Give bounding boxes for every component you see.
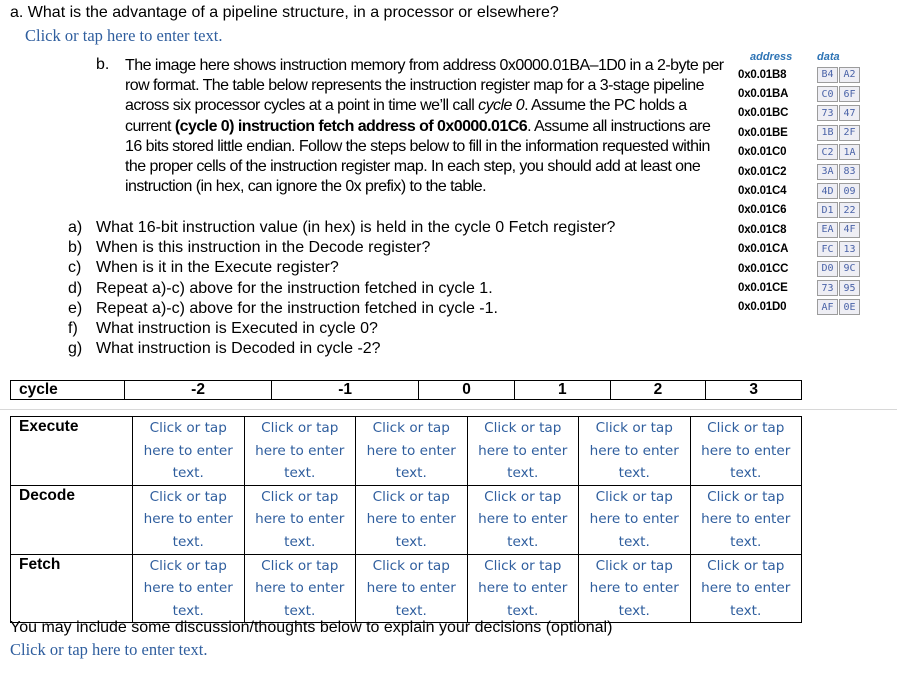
instruction-register-map <box>10 416 802 623</box>
memory-address: 0x0.01B8 <box>738 68 787 81</box>
memory-address: 0x0.01C4 <box>738 185 787 198</box>
memory-byte: 95 <box>839 280 860 296</box>
memory-address: 0x0.01D0 <box>738 301 787 314</box>
cell-answer-field[interactable]: Click or tap here to enter text. <box>478 557 568 619</box>
cell-answer-field[interactable]: Click or tap here to enter text. <box>366 420 456 482</box>
pipeline-cell-decode[interactable] <box>133 485 245 554</box>
cycle-label: -2 <box>125 381 272 400</box>
cell-answer-field[interactable]: Click or tap here to enter text. <box>701 488 791 550</box>
memory-row <box>738 298 860 317</box>
memory-row <box>738 65 860 84</box>
memory-byte: A2 <box>839 67 860 83</box>
memory-byte: 73 <box>817 105 838 121</box>
pipeline-cell-execute[interactable] <box>133 417 245 486</box>
cell-answer-field[interactable]: Click or tap here to enter text. <box>143 557 233 619</box>
pipeline-cell-decode[interactable] <box>579 485 691 554</box>
pipeline-cell-fetch[interactable] <box>244 554 356 623</box>
memory-address: 0x0.01BE <box>738 126 788 139</box>
fetch-address-emphasis: (cycle 0) instruction fetch address of 0x0000.01C6 <box>174 117 528 135</box>
question-b-text: The image here shows instruction memory from address 0x0000.01BA–1D0 in a 2-byte per row format. The table below represents the instruction register map for a 3-stage pipeline across six processor cycles at a point in time we’ll call cycle 0. Assume the PC holds a current (cycle 0) instruction fetch address of 0x0000.01C6. Assume all instructions are 16 bits stored little endian. Follow the steps below to fill in the information requested within the proper cells of the instruction register map. In each step, you should add at least one instruction (in hex, can ignore the 0x prefix) to the table. <box>125 57 724 196</box>
memory-row <box>738 240 860 259</box>
stage-label: Decode <box>11 485 133 554</box>
cycle-header: cycle <box>11 381 125 400</box>
sub-question: a) What 16-bit instruction value (in hex) is held in the cycle 0 Fetch register? <box>68 219 616 236</box>
cell-answer-field[interactable]: Click or tap here to enter text. <box>143 488 233 550</box>
memory-byte: 4D <box>817 183 838 199</box>
pipeline-cell-decode[interactable] <box>244 485 356 554</box>
memory-row <box>738 259 860 278</box>
sub-question: e) Repeat a)-c) above for the instruction fetched in cycle -1. <box>68 299 498 317</box>
cycle-label: 2 <box>610 381 706 400</box>
memory-byte: 4F <box>839 222 860 238</box>
cell-answer-field[interactable]: Click or tap here to enter text. <box>589 488 679 550</box>
pipeline-cell-decode[interactable] <box>356 485 468 554</box>
cycle-label: 1 <box>514 381 610 400</box>
sub-question: g) What instruction is Decoded in cycle -2? <box>68 340 381 358</box>
memory-row <box>738 278 860 297</box>
memory-address: 0x0.01CE <box>738 282 788 295</box>
memory-address: 0x0.01CC <box>738 262 789 275</box>
cell-answer-field[interactable]: Click or tap here to enter text. <box>366 557 456 619</box>
cycle-label: -1 <box>272 381 419 400</box>
memory-byte: 47 <box>839 105 860 121</box>
memory-byte: 0E <box>839 299 860 315</box>
memory-byte: C2 <box>817 144 838 160</box>
memory-row <box>738 162 860 181</box>
sub-question: f) What instruction is Executed in cycle 0? <box>68 320 378 338</box>
sub-question: d) Repeat a)-c) above for the instruction fetched in cycle 1. <box>68 279 493 297</box>
memory-address: 0x0.01C6 <box>738 204 787 217</box>
question-b-number: b. <box>96 56 110 73</box>
memory-byte: FC <box>817 241 838 257</box>
memory-row <box>738 201 860 220</box>
memory-address: 0x0.01C2 <box>738 165 787 178</box>
cell-answer-field[interactable]: Click or tap here to enter text. <box>478 420 568 482</box>
cell-answer-field[interactable]: Click or tap here to enter text. <box>701 557 791 619</box>
pipeline-header-row <box>10 380 802 400</box>
pipeline-cell-fetch[interactable] <box>467 554 579 623</box>
memory-address: 0x0.01BA <box>738 88 789 101</box>
pipeline-cell-fetch[interactable] <box>133 554 245 623</box>
sub-question: c) When is it in the Execute register? <box>68 259 339 277</box>
memory-byte: AF <box>817 299 838 315</box>
cell-answer-field[interactable]: Click or tap here to enter text. <box>255 420 345 482</box>
cell-answer-field[interactable]: Click or tap here to enter text. <box>701 420 791 482</box>
stage-label: Execute <box>11 417 133 486</box>
memory-address: 0x0.01C8 <box>738 223 787 236</box>
pipeline-cell-execute[interactable] <box>690 417 802 486</box>
memory-byte: 3A <box>817 164 838 180</box>
memory-row <box>738 104 860 123</box>
sub-question-list <box>68 218 615 359</box>
memory-byte: 1B <box>817 125 838 141</box>
memory-byte: D0 <box>817 261 838 277</box>
memory-row <box>738 220 860 239</box>
memory-byte: 2F <box>839 125 860 141</box>
discussion-prompt: You may include some discussion/thoughts below to explain your decisions (optional) <box>10 619 613 636</box>
cell-answer-field[interactable]: Click or tap here to enter text. <box>255 557 345 619</box>
memory-byte: 9C <box>839 261 860 277</box>
cell-answer-field[interactable]: Click or tap here to enter text. <box>589 557 679 619</box>
pipeline-cell-fetch[interactable] <box>356 554 468 623</box>
pipeline-cell-execute[interactable] <box>579 417 691 486</box>
sub-question: b) When is this instruction in the Decode register? <box>68 239 431 257</box>
section-divider <box>0 409 897 410</box>
pipeline-row-fetch <box>11 554 802 623</box>
pipeline-cell-execute[interactable] <box>244 417 356 486</box>
cell-answer-field[interactable]: Click or tap here to enter text. <box>589 420 679 482</box>
memory-byte: C0 <box>817 86 838 102</box>
memory-row <box>738 181 860 200</box>
pipeline-cell-decode[interactable] <box>467 485 579 554</box>
pipeline-cell-decode[interactable] <box>690 485 802 554</box>
cycle-label: 3 <box>706 381 802 400</box>
memory-byte: 13 <box>839 241 860 257</box>
pipeline-cell-execute[interactable] <box>467 417 579 486</box>
cycle-label: 0 <box>419 381 515 400</box>
memory-row <box>738 143 860 162</box>
memory-row <box>738 123 860 142</box>
memory-address: 0x0.01BC <box>738 107 789 120</box>
memory-byte: D1 <box>817 202 838 218</box>
stage-label: Fetch <box>11 554 133 623</box>
pipeline-cell-fetch[interactable] <box>690 554 802 623</box>
memory-byte: 22 <box>839 202 860 218</box>
cell-answer-field[interactable]: Click or tap here to enter text. <box>255 488 345 550</box>
cell-answer-field[interactable]: Click or tap here to enter text. <box>366 488 456 550</box>
cell-answer-field[interactable]: Click or tap here to enter text. <box>478 488 568 550</box>
memory-byte: 6F <box>839 86 860 102</box>
discussion-answer-field[interactable]: Click or tap here to enter text. <box>10 640 208 659</box>
cycle-zero-term: cycle 0 <box>478 97 525 115</box>
cell-answer-field[interactable]: Click or tap here to enter text. <box>143 420 233 482</box>
pipeline-cell-execute[interactable] <box>356 417 468 486</box>
pipeline-row-execute <box>11 417 802 486</box>
memory-byte: 73 <box>817 280 838 296</box>
memory-address: 0x0.01C0 <box>738 146 787 159</box>
memory-byte: EA <box>817 222 838 238</box>
memory-byte: 09 <box>839 183 860 199</box>
address-header: address <box>750 51 793 63</box>
question-a-answer-field[interactable]: Click or tap here to enter text. <box>25 26 223 45</box>
memory-address: 0x0.01CA <box>738 243 789 256</box>
question-a-text: a. What is the advantage of a pipeline structure, in a processor or elsewhere? <box>10 4 559 21</box>
pipeline-cell-fetch[interactable] <box>579 554 691 623</box>
memory-row <box>738 84 860 103</box>
memory-byte: 1A <box>839 144 860 160</box>
data-header: data <box>817 51 840 63</box>
memory-byte: B4 <box>817 67 838 83</box>
memory-byte: 83 <box>839 164 860 180</box>
pipeline-row-decode <box>11 485 802 554</box>
